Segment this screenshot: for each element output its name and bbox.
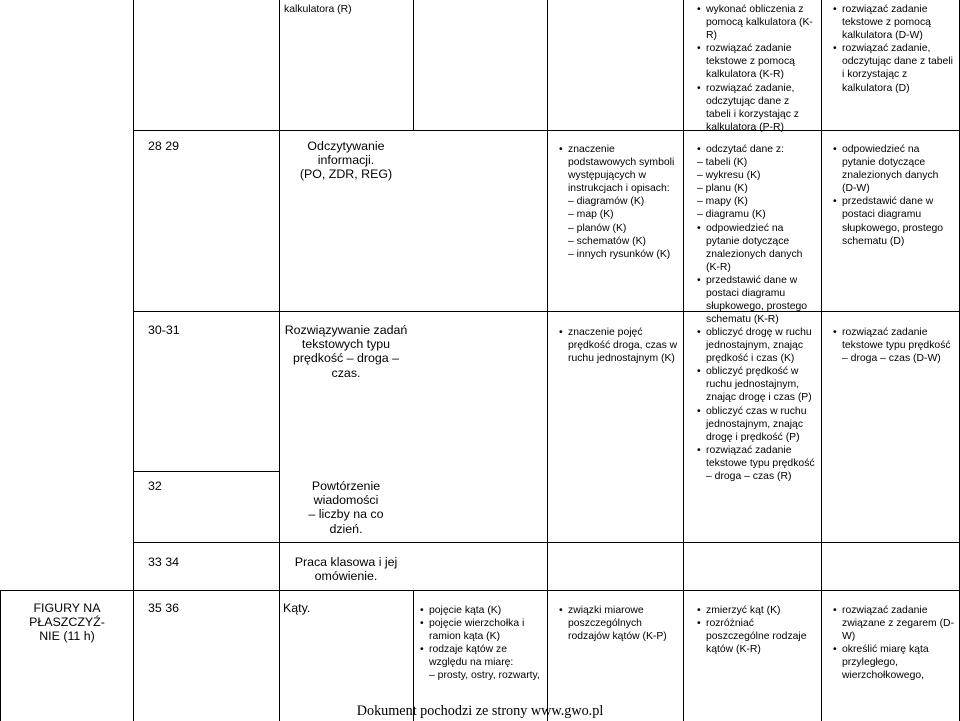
skills-item: – wykresu (K)	[697, 170, 761, 182]
skill-item: • zmierzyć kąt (K)	[697, 604, 817, 617]
topic-line: informacji.	[317, 153, 375, 168]
skills-cell	[697, 604, 817, 656]
skill-item: • przedstawić dane w postaci diagramu słupkowego, prostego schematu (D)	[833, 195, 955, 247]
top-row-topic	[284, 3, 409, 16]
skills-item: – mapy (K)	[697, 196, 748, 208]
section-title	[3, 601, 131, 644]
skill-item: • rozwiązać zadanie tekstowe typu prędkość – droga – czas (D-W)	[833, 326, 955, 365]
section-line: FIGURY NA	[33, 601, 101, 615]
grid-line	[683, 0, 684, 721]
grid-line	[413, 0, 414, 131]
skill-item: • rozwiązać zadanie związane z zegarem (D-W)	[833, 604, 955, 643]
skills-intro: • odczytać dane z:	[697, 143, 817, 156]
skill-item: • przedstawić dane w postaci diagramu słupkowego, prostego schematu (K-R)	[697, 274, 817, 326]
knowledge-item: – schematów (K)	[568, 235, 646, 247]
topic-line: (PO, ZDR, REG)	[299, 167, 393, 182]
topic-line: Praca klasowa i jej	[294, 555, 398, 569]
concepts-cell	[420, 604, 545, 683]
topic-text: Kąty.	[283, 601, 311, 615]
skill-item: • rozwiązać zadanie, odczytując dane z tabeli i korzystając z kalkulatora (P-R)	[697, 82, 815, 134]
grid-line	[0, 590, 1, 721]
knowledge-item: • znaczenie pojęć prędkość droga, czas w ruchu jednostajnym (K)	[559, 326, 681, 365]
lesson-number	[148, 479, 268, 493]
skill-item: • obliczyć drogę w ruchu jednostajnym, znając prędkość i czas (K)	[697, 326, 817, 365]
lesson-topic	[281, 139, 411, 182]
skill-item: • rozwiązać zadanie, odczytując dane z tabeli i korzystając z kalkulatora (D)	[833, 42, 955, 94]
grid-line	[0, 590, 960, 591]
knowledge-cell	[559, 604, 681, 643]
topic-line: prędkość – droga –	[292, 351, 400, 366]
topic-line: czas.	[331, 365, 361, 380]
skill-item: • rozwiązać zadanie tekstowe z pomocą kalkulatora (K-R)	[697, 42, 815, 81]
topic-line: tekstowych typu	[301, 337, 391, 352]
grid-line	[279, 0, 280, 721]
skills-item: – diagramu (K)	[697, 209, 766, 221]
topic-line: wiadomości	[313, 493, 379, 508]
topic-text: kalkulatora (R)	[284, 4, 352, 15]
knowledge-intro: • znaczenie podstawowych symboli występujących w instrukcjach i opisach:	[559, 143, 679, 195]
knowledge-item: – diagramów (K)	[568, 196, 645, 208]
concept-item: • pojęcie kąta (K)	[420, 604, 545, 617]
skill-item: • obliczyć prędkość w ruchu jednostajnym, znając drogę i czas (P)	[697, 365, 817, 404]
topic-line: Rozwiązywanie zadań	[284, 323, 408, 337]
lesson-number-text: 35 36	[148, 601, 180, 615]
document-source-footer: Dokument pochodzi ze strony www.gwo.pl	[356, 703, 604, 719]
skill-item: • odpowiedzieć na pytanie dotyczące znalezionych danych (D-W)	[833, 143, 955, 195]
skill-item: • rozróżniać poszczególne rodzaje kątów (K-R)	[697, 617, 817, 656]
topic-line: – liczby na co	[308, 507, 384, 522]
topic-line: Odczytywanie	[307, 139, 385, 153]
lesson-number	[148, 555, 268, 569]
concept-subitem: – prosty, ostry, rozwarty,	[429, 670, 540, 682]
skill-item: • wykonać obliczenia z pomocą kalkulatora (K-R)	[697, 3, 815, 42]
skill-item: • rozwiązać zadanie tekstowe z pomocą kalkulatora (D-W)	[833, 3, 955, 42]
lesson-topic	[283, 601, 408, 615]
section-line: PŁASZCZYŹ-	[29, 615, 105, 630]
concept-item: • rodzaje kątów ze względu na miarę:	[420, 643, 545, 669]
grid-line	[547, 0, 548, 721]
grid-line	[413, 590, 414, 721]
lesson-topic	[281, 323, 411, 380]
lesson-number	[148, 601, 268, 615]
lesson-topic	[281, 479, 411, 536]
section-line: NIE (11 h)	[39, 629, 95, 644]
topic-line: Powtórzenie	[311, 479, 381, 493]
skills-cell	[697, 143, 817, 326]
knowledge-item: – planów (K)	[568, 222, 627, 234]
topic-line: dzień.	[329, 521, 363, 536]
skills-cell	[697, 326, 817, 483]
knowledge-cell	[559, 326, 681, 365]
skill-item: • określić miarę kąta przyległego, wierzchołkowego,	[833, 643, 955, 682]
lesson-number-text: 30-31	[148, 323, 180, 337]
advanced-cell	[833, 143, 955, 248]
topic-line: omówienie.	[314, 569, 378, 584]
grid-line	[133, 0, 134, 721]
lesson-topic	[281, 555, 411, 583]
lesson-number-text: 32	[148, 479, 162, 493]
knowledge-item: – map (K)	[568, 209, 614, 221]
skill-item: • obliczyć czas w ruchu jednostajnym, znając drogę i prędkość (P)	[697, 405, 817, 444]
knowledge-item: – innych rysunków (K)	[568, 248, 671, 260]
skills-item: – tabeli (K)	[697, 157, 748, 169]
top-row-skills	[697, 3, 815, 134]
grid-line	[133, 471, 279, 472]
advanced-cell	[833, 326, 955, 365]
lesson-number-text: 33 34	[148, 555, 180, 569]
skill-item: • rozwiązać zadanie tekstowe typu prędkość – droga – czas (R)	[697, 444, 817, 483]
advanced-cell	[833, 604, 955, 683]
skill-item: • odpowiedzieć na pytanie dotyczące znalezionych danych (K-R)	[697, 222, 817, 274]
top-row-advanced	[833, 3, 955, 95]
lesson-number	[148, 139, 268, 153]
grid-line	[821, 0, 822, 721]
concept-item: • pojęcie wierzchołka i ramion kąta (K)	[420, 617, 545, 643]
knowledge-cell	[559, 143, 679, 261]
lesson-number	[148, 323, 268, 337]
lesson-number-text: 28 29	[148, 139, 180, 153]
knowledge-item: • związki miarowe poszczególnych rodzajów kątów (K-P)	[559, 604, 681, 643]
skills-item: – planu (K)	[697, 183, 748, 195]
